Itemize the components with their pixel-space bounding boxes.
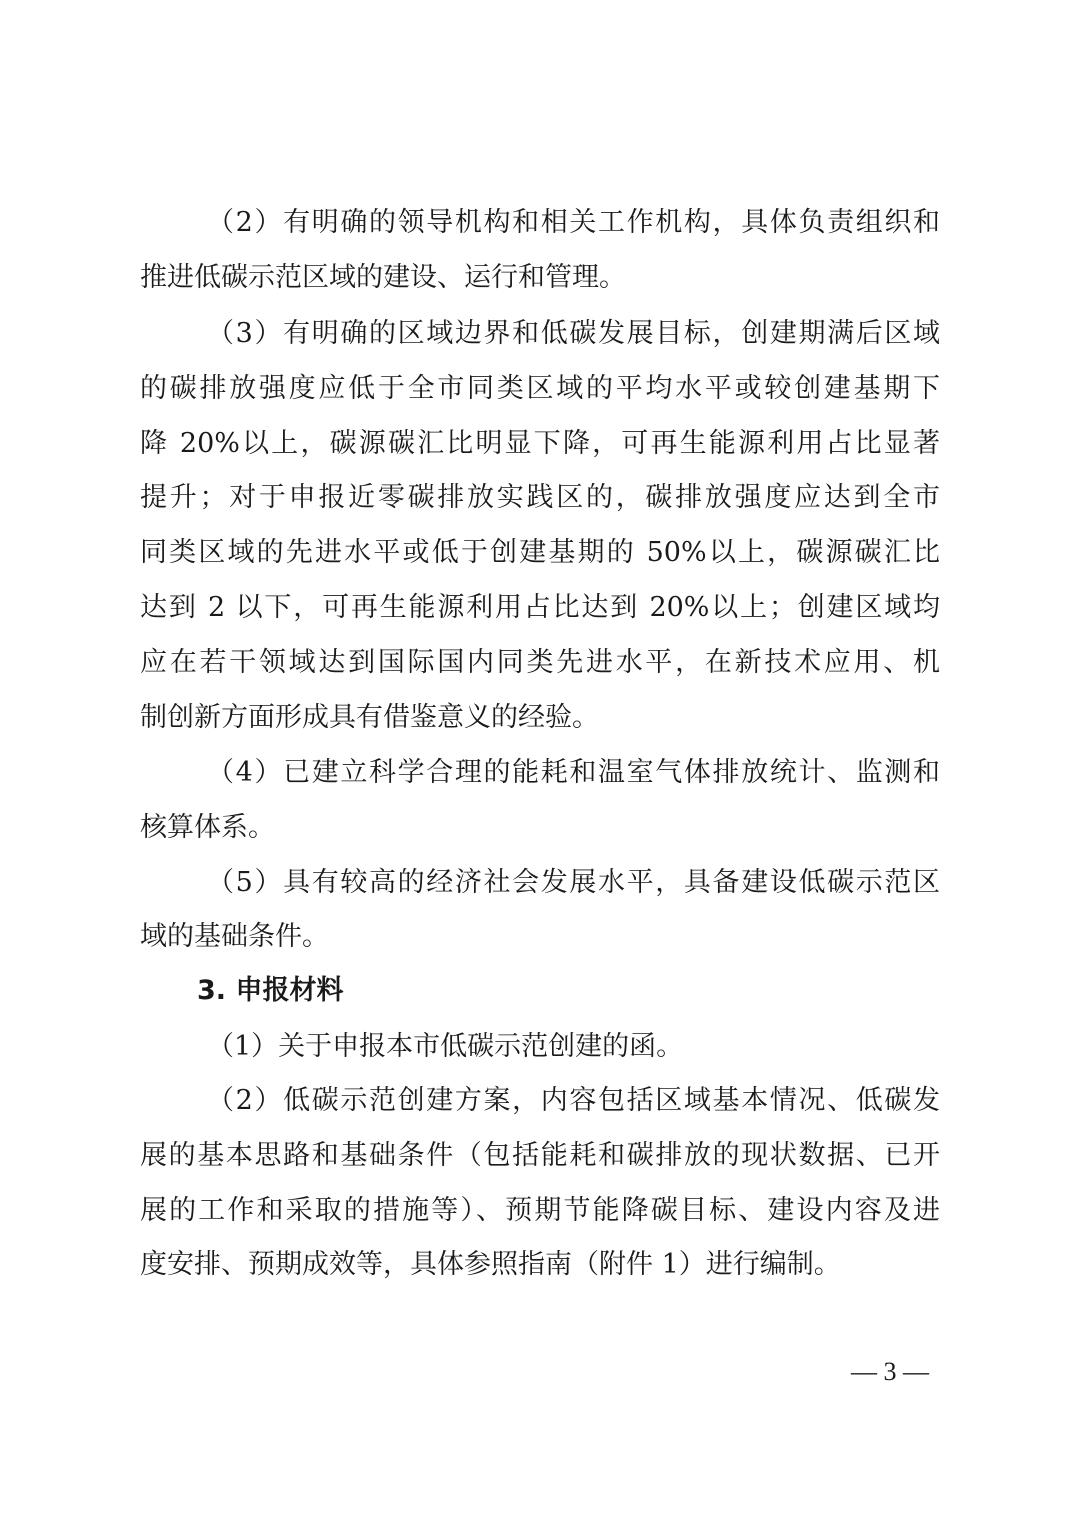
paragraph-4-line-2: 核算体系。 (140, 812, 275, 843)
materials-item-2-line-1: （2）低碳示范创建方案，内容包括区域基本情况、低碳发 (207, 1085, 940, 1116)
materials-item-2-line-3: 展的工作和采取的措施等）、预期节能降碳目标、建设内容及进 (140, 1195, 940, 1226)
paragraph-3-line-7: 应在若干领域达到国际国内同类先进水平，在新技术应用、机 (140, 647, 940, 678)
paragraph-2-line-2: 推进低碳示范区域的建设、运行和管理。 (140, 262, 626, 293)
paragraph-3-line-2: 的碳排放强度应低于全市同类区域的平均水平或较创建基期下 (140, 373, 940, 404)
paragraph-4-line-1: （4）已建立科学合理的能耗和温室气体排放统计、监测和 (207, 757, 940, 788)
materials-item-2-line-2: 展的基本思路和基础条件（包括能耗和碳排放的现状数据、已开 (140, 1140, 940, 1171)
paragraph-3-line-8: 制创新方面形成具有借鉴意义的经验。 (140, 702, 599, 733)
paragraph-2-line-1: （2）有明确的领导机构和相关工作机构，具体负责组织和 (207, 207, 940, 238)
paragraph-3-line-4: 提升；对于申报近零碳排放实践区的，碳排放强度应达到全市 (140, 482, 940, 513)
section-heading-application-materials: 3. 申报材料 (197, 975, 344, 1006)
page-number: — 3 — (851, 1357, 929, 1386)
materials-item-2-line-4: 度安排、预期成效等，具体参照指南（附件 1）进行编制。 (140, 1249, 841, 1280)
paragraph-3-line-1: （3）有明确的区域边界和低碳发展目标，创建期满后区域 (207, 318, 940, 349)
materials-item-1: （1）关于申报本市低碳示范创建的函。 (207, 1031, 684, 1062)
paragraph-5-line-1: （5）具有较高的经济社会发展水平，具备建设低碳示范区 (207, 867, 940, 898)
paragraph-3-line-6: 达到 2 以下，可再生能源利用占比达到 20%以上；创建区域均 (140, 592, 940, 623)
paragraph-5-line-2: 域的基础条件。 (140, 921, 329, 952)
paragraph-3-line-3: 降 20%以上，碳源碳汇比明显下降，可再生能源利用占比显著 (140, 428, 940, 459)
paragraph-3-line-5: 同类区域的先进水平或低于创建基期的 50%以上，碳源碳汇比 (140, 537, 940, 568)
